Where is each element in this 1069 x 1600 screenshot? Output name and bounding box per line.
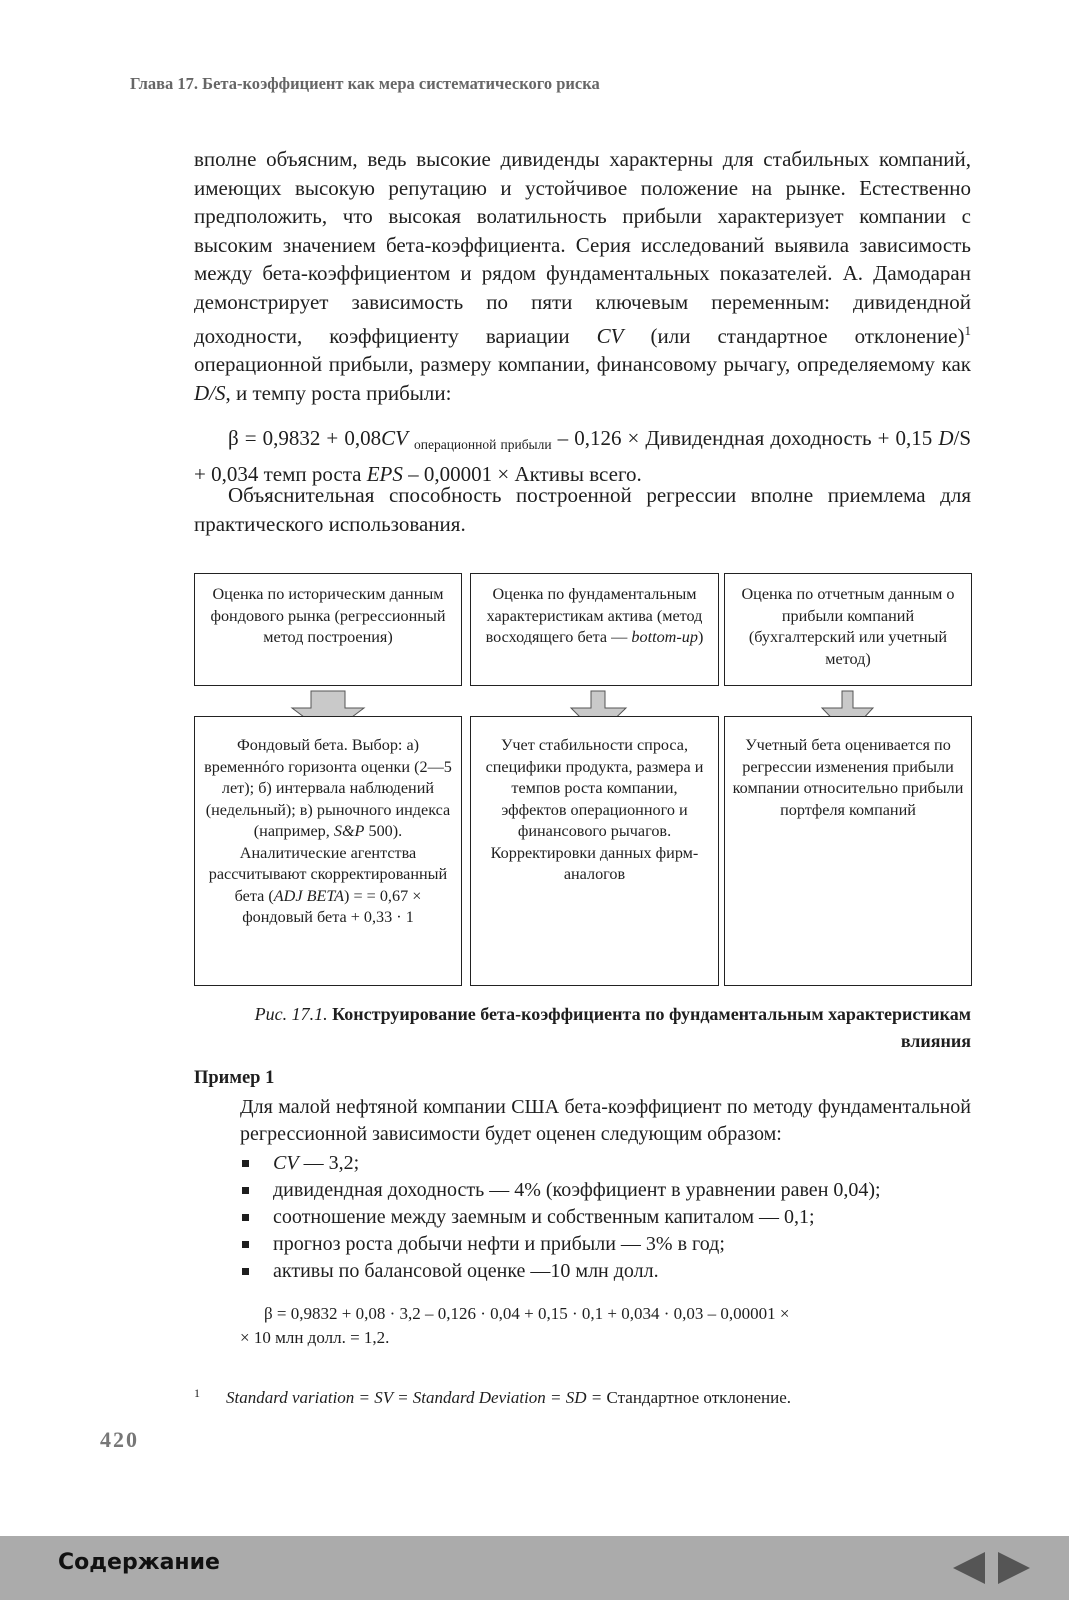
bullet-square-icon <box>242 1214 249 1221</box>
bullet-square-icon <box>242 1187 249 1194</box>
figure-box-fundamental: Оценка по фундаментальным характеристикам актива (метод восходящего бета — bottom-up) <box>470 573 719 686</box>
navigation-bar <box>0 1536 1069 1600</box>
example-heading: Пример 1 <box>194 1068 275 1088</box>
triangle-right-icon[interactable] <box>996 1551 1032 1585</box>
page-number: 420 <box>100 1427 139 1452</box>
figure-box-accounting-beta: Учетный бета оценивается по регрессии изменения прибыли компании относительно прибыли портфеля компаний <box>724 716 972 986</box>
figure-caption: Рис. 17.1. Конструирование бета-коэффициента по фундаментальным характеристикам влияния <box>254 1004 971 1051</box>
contents-button[interactable]: Содержание <box>58 1550 220 1575</box>
figure-box-demand-stability: Учет стабильности спроса, специфики продукта, размера и темпов роста компании, эффектов операционного и финансового рычагов. Корректировки данных фирм-аналогов <box>470 716 719 986</box>
example-intro: Для малой нефтяной компании США бета-коэффициент по методу фундаментальной регрессионной зависимости будет оценен следующим образом: <box>240 1096 971 1145</box>
footnote-mark: 1 <box>194 1386 200 1400</box>
figure-box-stock-beta: Фондовый бета. Выбор: а) временнóго горизонта оценки (2—5 лет); б) интервала наблюдений (недельный); в) рыночного индекса (например, S&P 500). Аналитические агентства рассчитывают скорректированный бета (ADJ BETA) = = 0,67 × фондовый бета + 0,33 · 1 <box>194 716 462 986</box>
example-calculation-line-1: β = 0,9832 + 0,08 · 3,2 – 0,126 · 0,04 + 0,15 · 0,1 + 0,034 · 0,03 – 0,00001 × <box>264 1304 790 1323</box>
example-bullet-list <box>240 1150 980 1285</box>
regression-formula: β = 0,9832 + 0,08CV $_{операционной прибыли}$ – 0,126 × Дивидендная доходность + 0,15 D/S + 0,034 темп роста EPS – 0,00001 × Активы всего. <box>194 426 972 486</box>
list-item: активы по балансовой оценке —10 млн долл. <box>240 1258 980 1285</box>
bullet-square-icon <box>242 1160 249 1167</box>
body-paragraph-2: Объяснительная способность построенной регрессии вполне приемлема для практического использования. <box>194 483 971 536</box>
triangle-left-icon[interactable] <box>951 1551 987 1585</box>
example-calculation-line-2: × 10 млн долл. = 1,2. <box>240 1328 390 1347</box>
list-item: прогноз роста добычи нефти и прибыли — 3% в год; <box>240 1231 980 1258</box>
list-item: дивидендная доходность — 4% (коэффициент в уравнении равен 0,04); <box>240 1177 980 1204</box>
bullet-square-icon <box>242 1241 249 1248</box>
bullet-square-icon <box>242 1268 249 1275</box>
list-item: соотношение между заемным и собственным капиталом — 0,1; <box>240 1204 980 1231</box>
list-item: CV — 3,2; <box>240 1150 980 1177</box>
figure-box-historical: Оценка по историческим данным фондового рынка (регрессионный метод построения) <box>194 573 462 686</box>
figure-box-accounting: Оценка по отчетным данным о прибыли компаний (бухгалтерский или учетный метод) <box>724 573 972 686</box>
running-head: Глава 17. Бета-коэффициент как мера систематического риска <box>130 74 600 93</box>
body-paragraph-1: вполне объясним, ведь высокие дивиденды характерны для стабильных компаний, имеющих высокую репутацию и устойчивое положение на рынке. Естественно предположить, что высокая волатильность прибыли характеризует компании с высоким значением бета-коэффициента. Серия исследований выявила зависимость между бета-коэффициентом и рядом фундаментальных показателей. А. Дамодаран демонстрирует зависимость по пяти ключевым переменным: дивидендной доходности, коэффициенту вариации CV (или стандартное отклонение)$^1$ операционной прибыли, размеру компании, финансовому рычагу, определяемому как D/S, и темпу роста прибыли: <box>194 147 971 405</box>
